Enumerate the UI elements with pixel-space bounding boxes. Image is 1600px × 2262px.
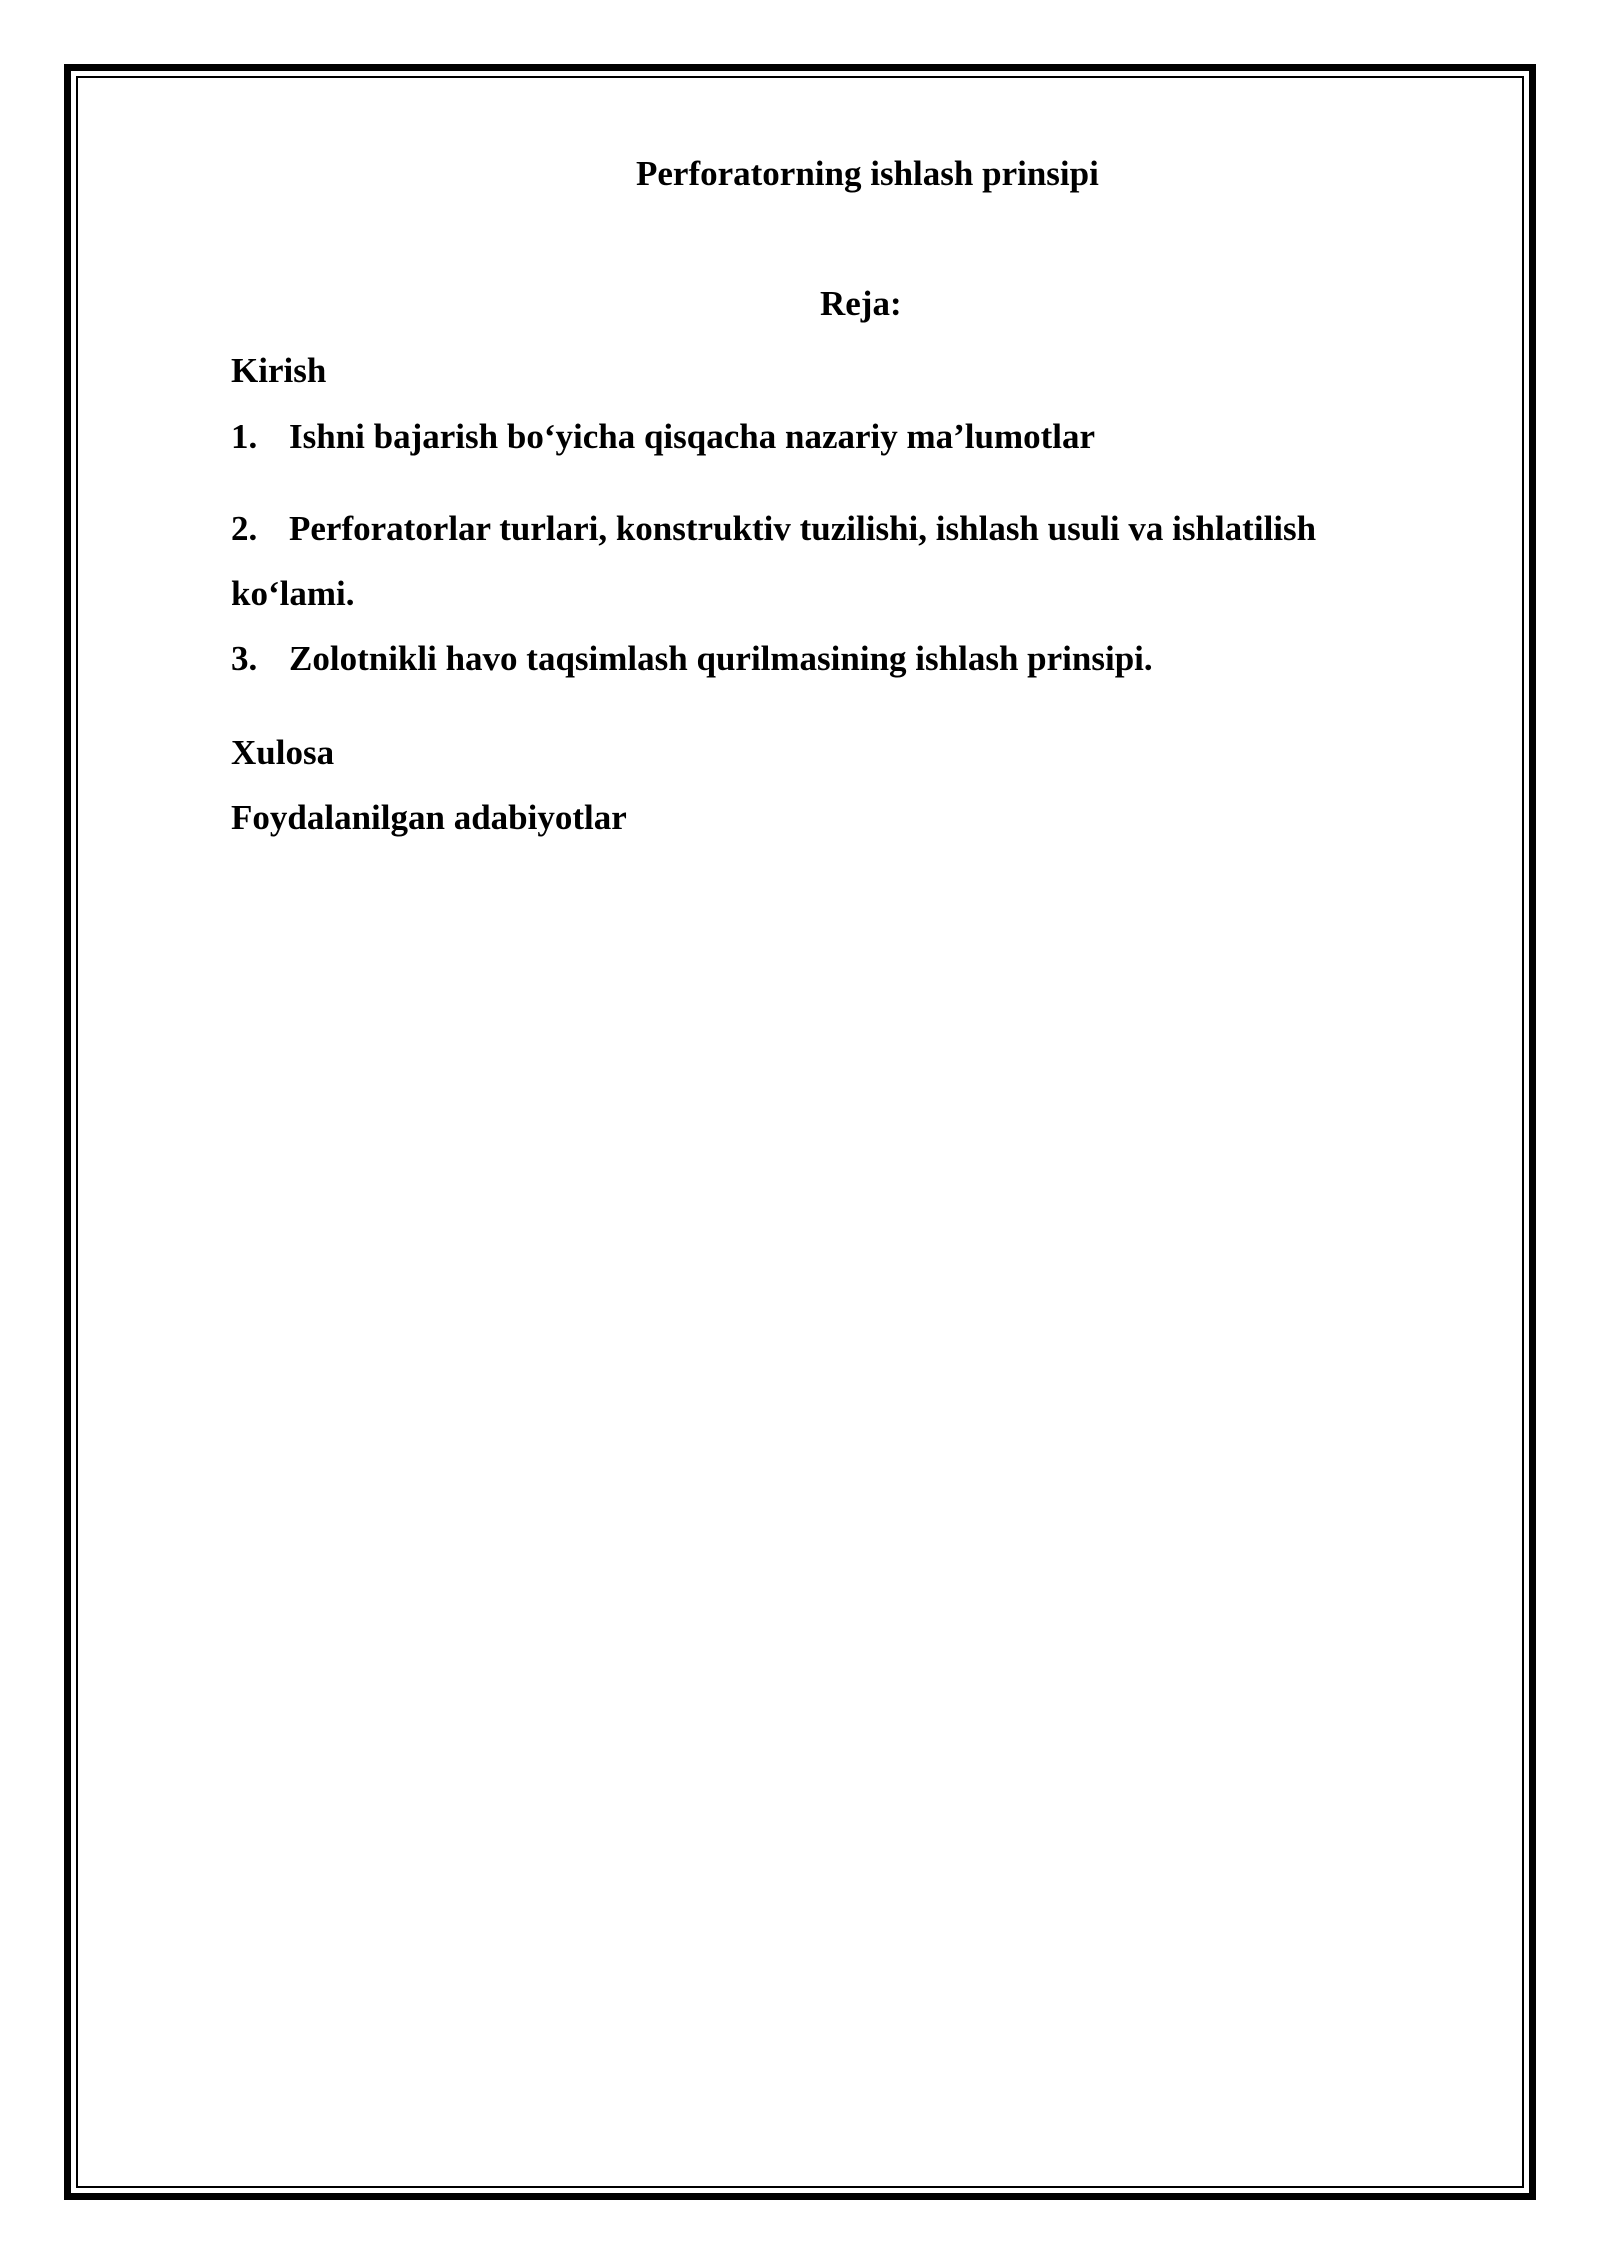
plan-item-number: 3.	[231, 639, 258, 678]
plan-item-2-continuation: ko‘lami.	[231, 574, 355, 613]
plan-item-1	[231, 416, 1095, 458]
plan-item-text: Zolotnikli havo taqsimlash qurilmasining ishlash prinsipi.	[289, 639, 1153, 678]
plan-item-text: Ishni bajarish bo‘yicha qisqacha nazariy ma’lumotlar	[289, 417, 1096, 456]
plan-heading: Reja:	[820, 284, 902, 323]
section-conclusion: Xulosa	[231, 733, 335, 772]
section-intro: Kirish	[231, 351, 327, 390]
plan-item-2	[231, 508, 1316, 550]
plan-item-text: Perforatorlar turlari, konstruktiv tuzilishi, ishlash usuli va ishlatilish	[289, 509, 1317, 548]
plan-item-3	[231, 638, 1153, 680]
plan-item-number: 2.	[231, 509, 258, 548]
page-frame-inner-line	[76, 76, 1524, 2188]
plan-item-number: 1.	[231, 417, 258, 456]
document-title: Perforatorning ishlash prinsipi	[636, 154, 1099, 193]
section-references: Foydalanilgan adabiyotlar	[231, 798, 627, 837]
